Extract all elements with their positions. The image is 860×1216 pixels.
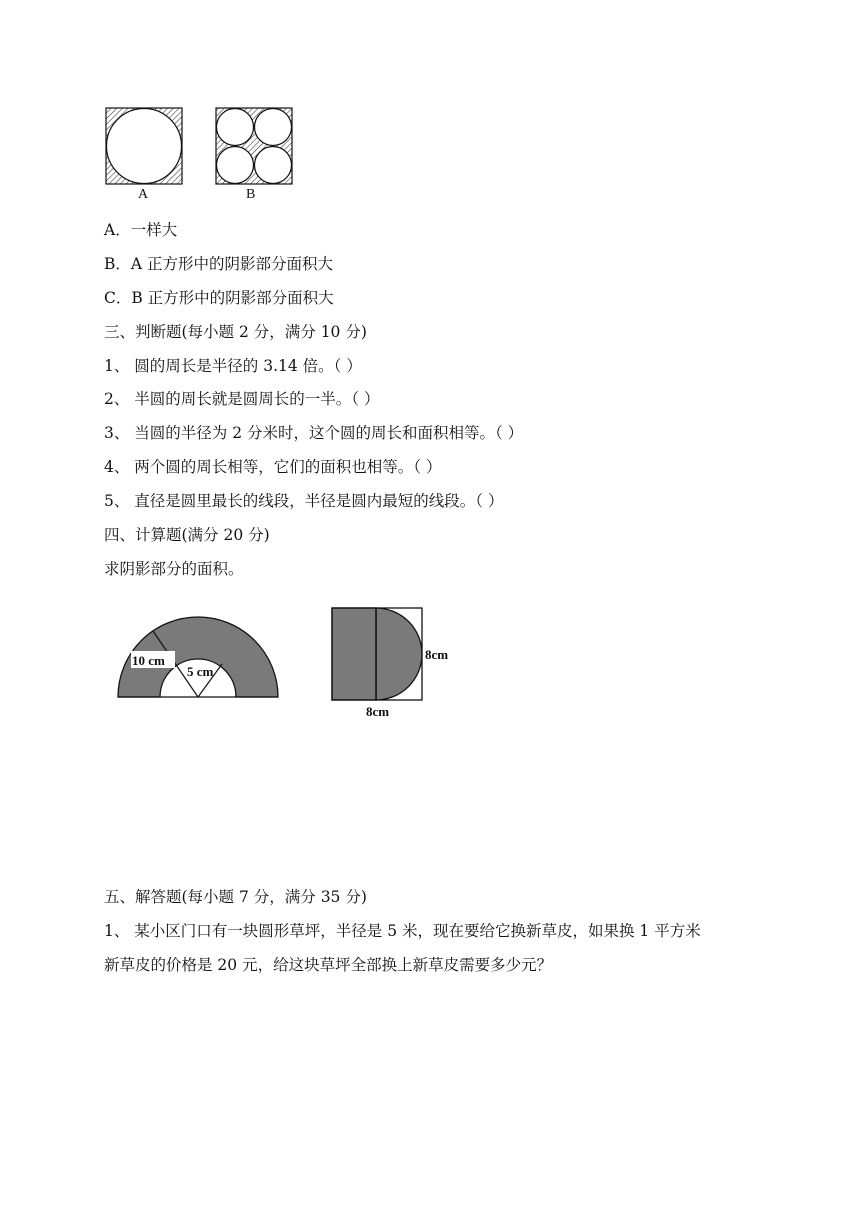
figure-a-label: A — [138, 187, 149, 202]
section4-instruction: 求阴影部分的面积。 — [104, 560, 244, 578]
figure-b-label: B — [246, 187, 256, 202]
answer-q1-line1: 1、 某小区门口有一块圆形草坪，半径是 5 米，现在要给它换新草皮，如果换 1 平方米 — [104, 922, 701, 940]
bottom-length-label: 8cm — [366, 704, 390, 719]
section3-title: 三、判断题(每小题 2 分，满分 10 分) — [104, 323, 367, 341]
outer-radius-label: 10 cm — [132, 653, 165, 668]
half-annulus-figure — [110, 606, 286, 702]
figure-ab — [100, 102, 300, 190]
square-b — [216, 108, 292, 184]
section5-title: 五、解答题(每小题 7 分，满分 35 分) — [104, 888, 367, 906]
answer-q1-line2: 新草皮的价格是 20 元，给这块草坪全部换上新草皮需要多少元？ — [104, 956, 553, 974]
square-semicircle-figure — [326, 604, 466, 720]
choice-b: B．A 正方形中的阴影部分面积大 — [104, 255, 334, 273]
choice-a: A．一样大 — [104, 221, 178, 239]
judge-item-3: 3、 当圆的半径为 2 分米时，这个圆的周长和面积相等。（ ） — [104, 424, 524, 442]
square-a — [106, 108, 182, 184]
judge-item-1: 1、 圆的周长是半径的 3.14 倍。（ ） — [104, 357, 362, 375]
inner-radius-label: 5 cm — [187, 664, 214, 679]
judge-item-2: 2、 半圆的周长就是圆周长的一半。（ ） — [104, 390, 380, 408]
judge-item-5: 5、 直径是圆里最长的线段，半径是圆内最短的线段。（ ） — [104, 492, 504, 510]
section4-title: 四、计算题(满分 20 分) — [104, 526, 270, 544]
choice-c: C．B 正方形中的阴影部分面积大 — [104, 289, 334, 307]
judge-item-4: 4、 两个圆的周长相等，它们的面积也相等。（ ） — [104, 458, 442, 476]
side-length-label: 8cm — [425, 647, 449, 662]
